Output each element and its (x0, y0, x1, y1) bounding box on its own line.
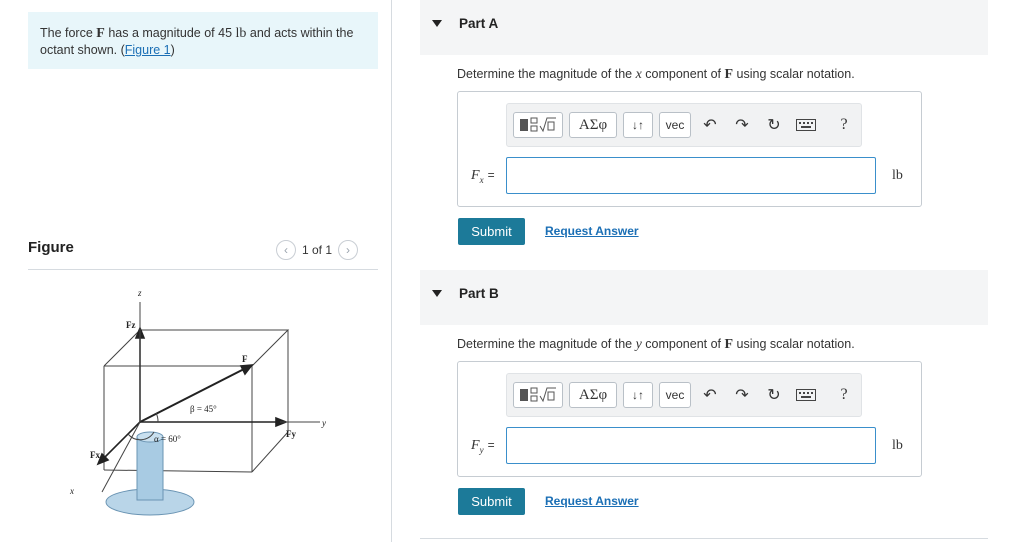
reset-icon[interactable]: ↻ (767, 117, 781, 134)
answer-input[interactable] (506, 157, 876, 194)
help-icon[interactable]: ? (840, 116, 848, 133)
vector-button[interactable]: vec (659, 112, 691, 138)
reset-icon[interactable]: ↻ (767, 387, 781, 404)
subscript-superscript-button[interactable]: ↓↑ (623, 382, 653, 408)
z-label: z (138, 288, 142, 298)
collapse-triangle-icon (432, 20, 442, 27)
answer-input[interactable] (506, 427, 876, 464)
part-b-header[interactable] (420, 270, 988, 325)
unit-label: lb (892, 438, 903, 453)
redo-icon[interactable]: ↷ (735, 117, 749, 134)
pedestal-column (137, 437, 163, 500)
help-icon[interactable]: ? (840, 386, 848, 403)
answer-variable-label: $F_x$ = (471, 168, 495, 185)
problem-unit: lb (235, 26, 247, 41)
bottom-divider (420, 538, 988, 539)
part-a-header[interactable] (420, 0, 988, 55)
x-label: x (70, 486, 74, 496)
part-b-submit-button[interactable]: Submit (458, 488, 525, 515)
x-axis-extension (102, 422, 140, 492)
question-text: Determine the magnitude of the (457, 337, 636, 351)
figure-link[interactable]: Figure 1 (124, 43, 171, 57)
greek-symbols-button[interactable]: ΑΣφ (569, 112, 617, 138)
undo-icon[interactable]: ↶ (703, 117, 717, 134)
force-arrow (241, 365, 252, 374)
part-b-question (457, 337, 855, 353)
alpha-label: α = 60° (154, 434, 181, 444)
subscript-superscript-button[interactable]: ↓↑ (623, 112, 653, 138)
next-figure-button[interactable] (338, 240, 358, 260)
problem-text-after: and acts within the octant shown. ( (40, 26, 354, 57)
fx-label: Fx (90, 450, 100, 460)
problem-statement (28, 12, 378, 69)
question-text: using scalar notation. (733, 67, 855, 81)
component-symbol: y (635, 337, 642, 352)
box-edge (104, 470, 252, 472)
force-symbol: F (724, 67, 734, 82)
fz-label: Fz (126, 320, 136, 330)
greek-symbols-button[interactable]: ΑΣφ (569, 382, 617, 408)
math-toolbar (506, 373, 862, 417)
part-a-request-answer-link[interactable]: Request Answer (545, 224, 639, 238)
fraction-root-icon (518, 386, 558, 404)
figure-title: Figure (28, 239, 74, 256)
beta-label: β = 45° (190, 404, 217, 414)
question-text: component of (641, 337, 725, 351)
part-a-question (457, 67, 855, 83)
question-text: using scalar notation. (733, 337, 855, 351)
fy-label: Fy (286, 429, 296, 439)
answer-variable-label: $F_y$ = (471, 438, 495, 455)
component-symbol: x (635, 67, 642, 82)
undo-icon[interactable]: ↶ (703, 387, 717, 404)
templates-button[interactable] (513, 382, 563, 408)
part-b-answer-box (457, 361, 922, 477)
unit-label: lb (892, 168, 903, 183)
prev-figure-button[interactable] (276, 240, 296, 260)
f-label: F (242, 354, 248, 364)
pager-text: 1 of 1 (302, 243, 333, 257)
vector-button[interactable]: vec (659, 382, 691, 408)
question-text: Determine the magnitude of the (457, 67, 636, 81)
keyboard-icon[interactable] (793, 112, 819, 138)
problem-text-close: ) (170, 43, 175, 57)
force-symbol: F (96, 26, 105, 41)
templates-button[interactable] (513, 112, 563, 138)
figure-divider (28, 269, 378, 270)
beta-arc (156, 413, 158, 422)
problem-text-before: The force (40, 26, 97, 40)
x-axis (102, 422, 140, 460)
fraction-root-icon (518, 116, 558, 134)
box-edge (252, 432, 288, 472)
question-text: component of (641, 67, 725, 81)
y-label: y (322, 418, 326, 428)
figure-pager (276, 240, 358, 260)
keyboard-icon[interactable] (793, 382, 819, 408)
collapse-triangle-icon (432, 290, 442, 297)
part-a-answer-box (457, 91, 922, 207)
part-b-title: Part B (459, 286, 499, 301)
problem-text-middle: has a magnitude of 45 (104, 26, 236, 40)
part-b-request-answer-link[interactable]: Request Answer (545, 494, 639, 508)
part-a-title: Part A (459, 16, 499, 31)
box-top-face (104, 330, 288, 366)
part-a-submit-button[interactable]: Submit (458, 218, 525, 245)
math-toolbar (506, 103, 862, 147)
left-panel (0, 0, 392, 542)
redo-icon[interactable]: ↷ (735, 387, 749, 404)
chevron-left-icon: ‹ (284, 243, 288, 257)
force-octant-figure (40, 282, 340, 532)
chevron-right-icon: › (346, 243, 351, 257)
force-symbol: F (724, 337, 734, 352)
